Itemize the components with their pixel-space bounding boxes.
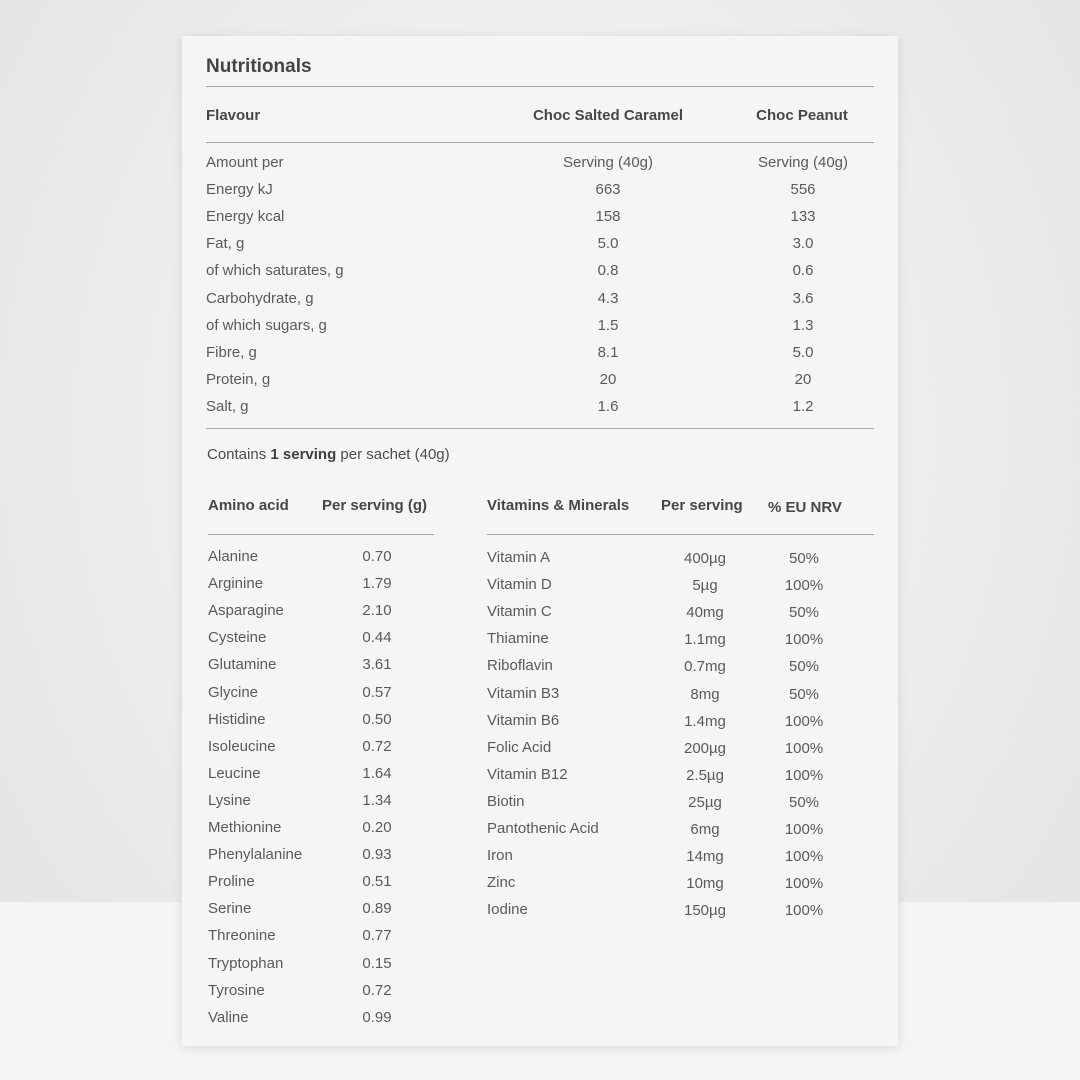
vitamin-row-nrv: 50% [788,658,820,676]
vitamin-row-name: Riboflavin [487,657,553,675]
nutrition-row-col1: 0.8 [597,262,619,280]
nutrition-row-label: Fat, g [206,235,245,253]
vitamin-row-nrv: 100% [784,848,824,866]
vitamin-row-name: Vitamin B12 [487,765,568,783]
amino-row-value: 0.99 [362,1008,392,1026]
title-divider [206,86,874,87]
amino-row-name: Isoleucine [208,737,276,755]
vitamin-row-amount: 0.7mg [684,658,726,676]
amino-row-value: 0.93 [362,846,392,864]
amino-row-value: 0.15 [362,954,392,972]
amino-row-value: 0.72 [362,737,392,755]
vitamin-row-nrv: 100% [784,577,824,595]
amino-name-header: Amino acid [208,497,289,514]
amino-row-value: 0.89 [362,900,392,918]
nutrition-row-label: Amount per [206,154,284,171]
nutrition-row-label: Energy kJ [206,181,273,199]
amino-row-name: Tryptophan [208,954,284,972]
amino-row-value: 1.64 [362,764,392,782]
amino-row-name: Tyrosine [208,981,265,999]
contains-note [207,446,450,463]
amino-row-name: Histidine [208,710,266,728]
nutrition-row-col2: Serving (40g) [757,154,849,171]
vitamin-row-name: Vitamin B3 [487,684,560,702]
vitamin-row-name: Vitamin C [487,603,552,621]
nutrition-row-label: of which saturates, g [206,262,344,280]
contains-suffix: per sachet (40g) [336,446,450,463]
amino-row-name: Serine [208,900,252,918]
amino-row-value: 0.20 [362,819,392,836]
nutrition-row-col1: 663 [595,181,621,199]
vitamin-row-nrv: 100% [784,902,824,920]
flavour-header: Flavour [206,107,261,124]
amino-row-value: 0.51 [362,873,392,891]
vitamin-row-name: Vitamin A [487,549,551,566]
vitamin-row-amount: 10mg [686,875,724,893]
amino-row-name: Threonine [208,927,276,945]
nutrition-row-col1: 1.6 [597,397,619,415]
vitamin-name-header: Vitamins & Minerals [487,497,630,514]
vitamin-header-divider [487,534,874,535]
vitamin-row-nrv: 100% [784,631,824,649]
amino-row-value: 0.50 [362,710,392,728]
nutrition-row-col1: 4.3 [597,289,619,307]
nutrition-row-col2: 1.2 [792,397,814,415]
amino-row-name: Lysine [208,791,251,809]
vitamin-row-nrv: 50% [788,604,820,622]
amino-row-value: 0.57 [362,683,392,701]
nutrition-row-label: Carbohydrate, g [206,289,314,307]
nutrition-row-label: Energy kcal [206,208,285,226]
amino-row-value: 2.10 [362,602,392,620]
vitamin-row-name: Folic Acid [487,738,552,756]
vitamin-row-amount: 150µg [683,902,727,920]
amino-row-name: Leucine [208,764,261,782]
amino-row-value: 0.77 [362,927,392,945]
nutrition-row-col2: 0.6 [792,262,814,280]
amino-row-name: Proline [208,873,255,891]
nutrition-row-col2: 3.0 [792,235,814,253]
nutrition-row-col2: 3.6 [792,289,814,307]
nutrition-row-col2: 1.3 [792,316,814,334]
amino-row-name: Valine [208,1008,249,1026]
nutrition-row-col2: 133 [790,208,816,226]
vitamin-row-name: Thiamine [487,630,549,648]
nutrition-row-col1: 158 [595,208,621,226]
nutrition-row-col2: 20 [794,370,812,388]
contains-serving-count: 1 serving [270,446,337,463]
amino-header-divider [208,534,434,535]
vitamin-row-nrv: 100% [784,821,824,838]
nutrition-bottom-divider [206,428,874,429]
vitamin-row-amount: 8mg [690,685,720,703]
vitamin-row-amount: 200µg [683,739,727,757]
nutrition-header-divider [206,142,874,143]
vitamin-row-name: Biotin [487,792,525,810]
vitamin-amount-header: Per serving [661,497,743,514]
nutrition-row-label: Fibre, g [206,343,257,361]
page-title: Nutritionals [206,56,312,77]
vitamin-row-amount: 2.5µg [686,766,724,784]
vitamin-row-amount: 5µg [692,577,718,595]
vitamin-row-amount: 40mg [686,604,724,622]
nutrition-row-label: Salt, g [206,397,249,415]
amino-row-name: Arginine [208,575,264,593]
vitamin-row-nrv: 100% [784,875,824,893]
amino-row-value: 0.44 [362,629,392,647]
nutrition-row-col1: 5.0 [597,235,619,253]
vitamin-row-amount: 400µg [683,550,727,567]
nutrition-row-label: of which sugars, g [206,316,327,334]
vitamin-row-nrv: 50% [788,685,820,703]
nutrition-row-col2: 556 [790,181,816,199]
nutrition-row-col1: 8.1 [597,343,619,361]
vitamin-row-nrv: 50% [788,550,820,567]
amino-row-name: Methionine [208,819,282,836]
nutrition-card [182,36,898,1046]
amino-row-value: 0.72 [362,981,392,999]
amino-row-value: 1.79 [362,575,392,593]
contains-prefix: Contains [207,446,271,463]
vitamin-row-name: Vitamin B6 [487,711,560,729]
nutrition-row-col2: 5.0 [792,343,814,361]
nutrition-row-col1: 20 [599,370,617,388]
amino-row-value: 1.34 [362,791,392,809]
vitamin-row-name: Iodine [487,901,528,919]
vitamin-row-amount: 6mg [690,821,720,838]
amino-row-name: Asparagine [208,602,284,620]
vitamin-row-nrv: 100% [784,712,824,730]
amino-row-name: Glutamine [208,656,277,674]
vitamin-row-amount: 25µg [688,793,722,811]
vitamin-row-name: Iron [487,847,513,865]
amino-row-name: Cysteine [208,629,267,647]
amino-row-name: Alanine [208,548,259,565]
amino-row-name: Phenylalanine [208,846,303,864]
vitamin-row-nrv: 100% [784,739,824,757]
amino-row-name: Glycine [208,683,259,701]
nutrition-row-label: Protein, g [206,370,271,388]
nutrition-row-col1: Serving (40g) [562,154,654,171]
vitamin-row-name: Vitamin D [487,576,552,594]
flavour-col2-header: Choc Peanut [756,107,848,124]
vitamin-row-nrv: 50% [788,793,820,811]
vitamin-row-name: Zinc [487,874,516,892]
vitamin-row-name: Pantothenic Acid [487,820,599,837]
vitamin-row-amount: 14mg [686,848,724,866]
vitamin-row-amount: 1.1mg [684,631,726,649]
amino-row-value: 3.61 [362,656,392,674]
vitamin-row-nrv: 100% [784,766,824,784]
vitamin-row-amount: 1.4mg [684,712,726,730]
amino-row-value: 0.70 [362,548,392,565]
nutrition-row-col1: 1.5 [597,316,619,334]
vitamin-nrv-header: % EU NRV [768,499,842,516]
flavour-col1-header: Choc Salted Caramel [532,107,684,124]
amino-value-header: Per serving (g) [322,497,428,514]
